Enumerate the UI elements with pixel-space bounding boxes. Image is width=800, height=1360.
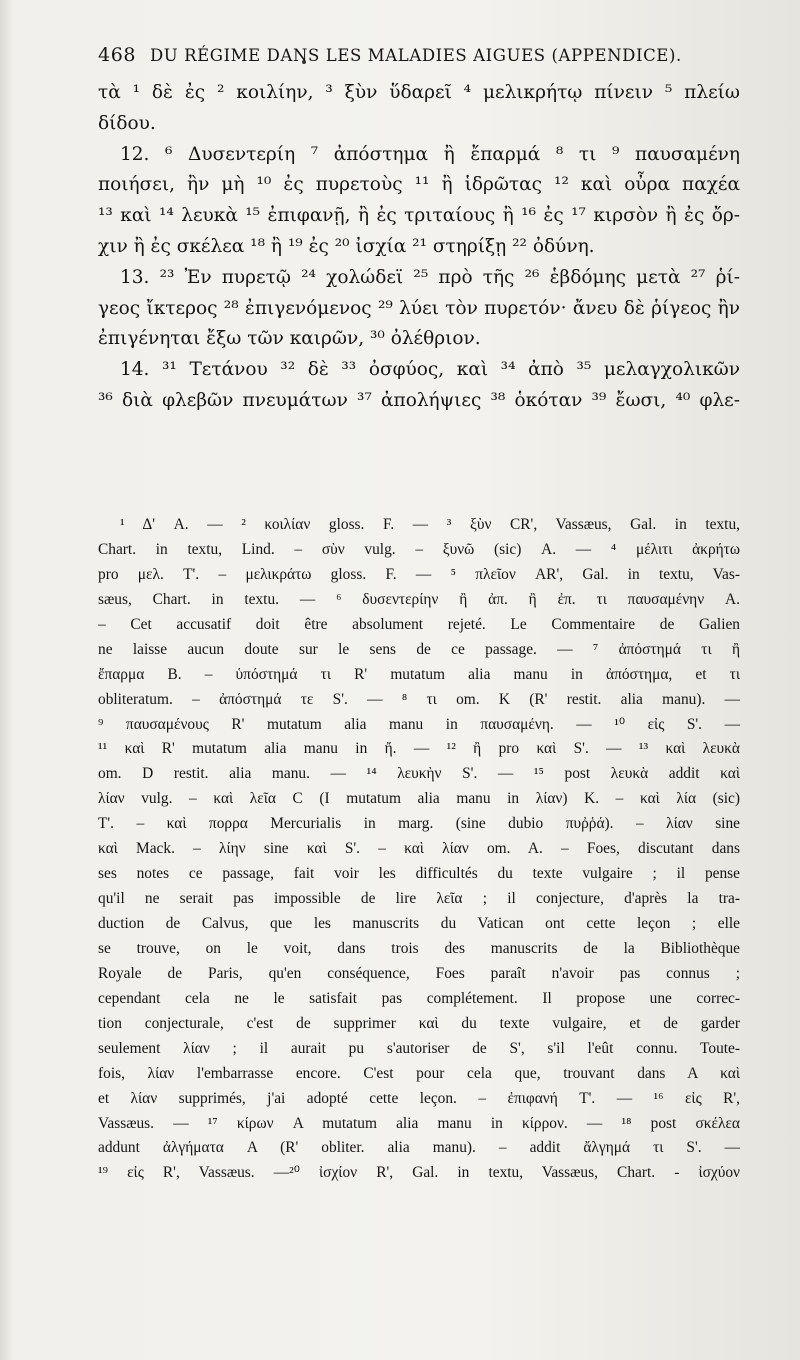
footnote-line: seulement λίαν ; il aurait pu s'autoriser de S', s'il l'eût connu. Toute- (98, 1039, 740, 1057)
footnote-line: obliteratum. – ἀπόστημά τε S'. — ⁸ τι om. K (R' restit. alia manu). — (98, 690, 740, 708)
footnote-line: qu'il ne serait pas impossible de lire λεῖα ; il conjecture, d'après la tra- (98, 890, 740, 908)
footnote-line: se trouve, on le voit, dans trois des manuscrits de la Bibliothèque (98, 939, 740, 957)
footnote-line: pro μελ. T'. – μελικράτω gloss. F. — ⁵ πλεῖον AR', Gal. in textu, Vas- (98, 565, 740, 583)
footnote-line: ¹⁹ εἰς R', Vassæus. —²⁰ ἰσχίον R', Gal. in textu, Vassæus, Chart. - ἰσχύον (98, 1164, 740, 1182)
text-line-section-12: 12. ⁶ Δυσεντερίη ⁷ ἀπόστημα ἢ ἔπαρμά ⁸ τι ⁹ παυσαμένη (120, 143, 740, 165)
text-line: χιν ἢ ἐς σκέλεα ¹⁸ ἢ ¹⁹ ἐς ²⁰ ἰσχία ²¹ στηρίξῃ ²² ὀδύνη. (98, 235, 595, 257)
footnote-line: ¹¹ καὶ R' mutatum alia manu in ἤ. — ¹² ἢ pro καὶ S'. — ¹³ καὶ λευκὰ (98, 740, 740, 758)
text-line: τὰ ¹ δὲ ἐς ² κοιλίην, ³ ξὺν ὕδαρεῖ ⁴ μελικρήτῳ πίνειν ⁵ πλείω (98, 82, 740, 103)
running-title: DU RÉGIME DANS LES MALADIES AIGUES (APPENDICE). (149, 46, 682, 65)
text-line-section-13: 13. ²³ Ἐν πυρετῷ ²⁴ χολώδεϊ ²⁵ πρὸ τῆς ²⁶ ἑβδόμης μετὰ ²⁷ ῥί- (120, 266, 740, 288)
footnote-line: ¹ Δ' A. — ² κοιλίαν gloss. F. — ³ ξὺν CR', Vassæus, Gal. in textu, (120, 516, 740, 533)
footnote-line: cependant cela ne le satisfait pas complétement. Il propose une correc- (98, 989, 740, 1007)
footnote-line: καὶ Mack. – λίην sine καὶ S'. – καὶ λίαν om. A. – Foes, discutant dans (98, 840, 740, 858)
footnote-line: duction de Calvus, que les manuscrits du Vatican ont cette leçon ; elle (98, 915, 740, 932)
footnote-line: – Cet accusatif doit être absolument rejeté. Le Commentaire de Galien (98, 615, 740, 633)
text-line: γεος ἴκτερος ²⁸ ἐπιγενόμενος ²⁹ λύει τὸν πυρετόν· ἄνευ δὲ ῥίγεος ἢν (98, 297, 740, 319)
running-header (98, 44, 738, 66)
footnote-line: Royale de Paris, qu'en conséquence, Foes paraît n'avoir pas connus ; (98, 964, 740, 982)
text-line: ³⁶ διὰ φλεβῶν πνευμάτων ³⁷ ἀπολήψιες ³⁸ ὁκόταν ³⁹ ἔωσι, ⁴⁰ φλε- (98, 389, 740, 411)
footnote-line: ἔπαρμα B. – ὑπόστημά τι R' mutatum alia manu in ἀπόστημα, et τι (98, 665, 740, 683)
main-text (98, 78, 740, 417)
footnote-line: sæus, Chart. in textu. — ⁶ δυσεντερίην ἢ ἀπ. ἢ ἐπ. τι παυσαμένην A. (98, 590, 740, 608)
footnote-line: ne laisse aucun doute sur le sens de ce passage. — ⁷ ἀπόστημά τι ἢ (98, 640, 740, 658)
footnote-line: Chart. in textu, Lind. – σὺν vulg. – ξυνῶ (sic) A. — ⁴ μέλιτι ἀκρήτω (98, 540, 740, 558)
footnote-line: λίαν vulg. – καὶ λεῖα C (I mutatum alia manu in λίαν) K. – καὶ λία (sic) (98, 790, 740, 808)
footnote-line: Vassæus. — ¹⁷ κίρων A mutatum alia manu in κίρρον. — ¹⁸ post σκέλεα (98, 1114, 740, 1132)
footnote-line: et λίαν supprimés, j'ai adopté cette leçon. – ἐπιφανή T'. — ¹⁶ εἰς R', (98, 1089, 740, 1107)
footnote-line: ses notes ce passage, fait voir les difficultés du texte vulgaire ; il pense (98, 865, 740, 883)
text-line: δίδου. (98, 112, 156, 134)
footnote-line: ⁹ παυσαμένους R' mutatum alia manu in παυσαμένη. — ¹⁰ εἰς S'. — (98, 715, 740, 733)
text-line: ποιήσει, ἢν μὴ ¹⁰ ἐς πυρετοὺς ¹¹ ἢ ἱδρῶτας ¹² καὶ οὖρα παχέα (98, 174, 740, 196)
footnote-line: tion conjecturale, c'est de supprimer καὶ du texte vulgaire, et de garder (98, 1014, 740, 1032)
footnote-line: T'. – καὶ πορρα Mercurialis in marg. (sine dubio πυῤῥά). – λίαν sine (98, 815, 740, 833)
footnote-line: addunt ἀλγήματα A (R' obliter. alia manu). – addit ἄλγημά τι S'. — (98, 1139, 740, 1157)
text-line: ἐπιγένηται ἔξω τῶν καιρῶν, ³⁰ ὀλέθριον. (98, 328, 481, 350)
text-line-section-14: 14. ³¹ Τετάνου ³² δὲ ³³ ὀσφύος, καὶ ³⁴ ἀπὸ ³⁵ μελαγχολικῶν (120, 359, 740, 381)
text-line: ¹³ καὶ ¹⁴ λευκὰ ¹⁵ ἐπιφανῇ, ἢ ἐς τριταίους ἢ ¹⁶ ἐς ¹⁷ κιρσὸν ἢ ἐς ὄρ- (98, 205, 740, 227)
footnote-line: om. D restit. alia manu. — ¹⁴ λευκὴν S'. — ¹⁵ post λευκὰ addit καὶ (98, 765, 740, 783)
page-number: 468 (98, 44, 137, 66)
footnotes (98, 513, 740, 1186)
footnote-line: fois, λίαν l'embarrasse encore. C'est pour cela que, trouvant dans A καὶ (98, 1064, 740, 1082)
